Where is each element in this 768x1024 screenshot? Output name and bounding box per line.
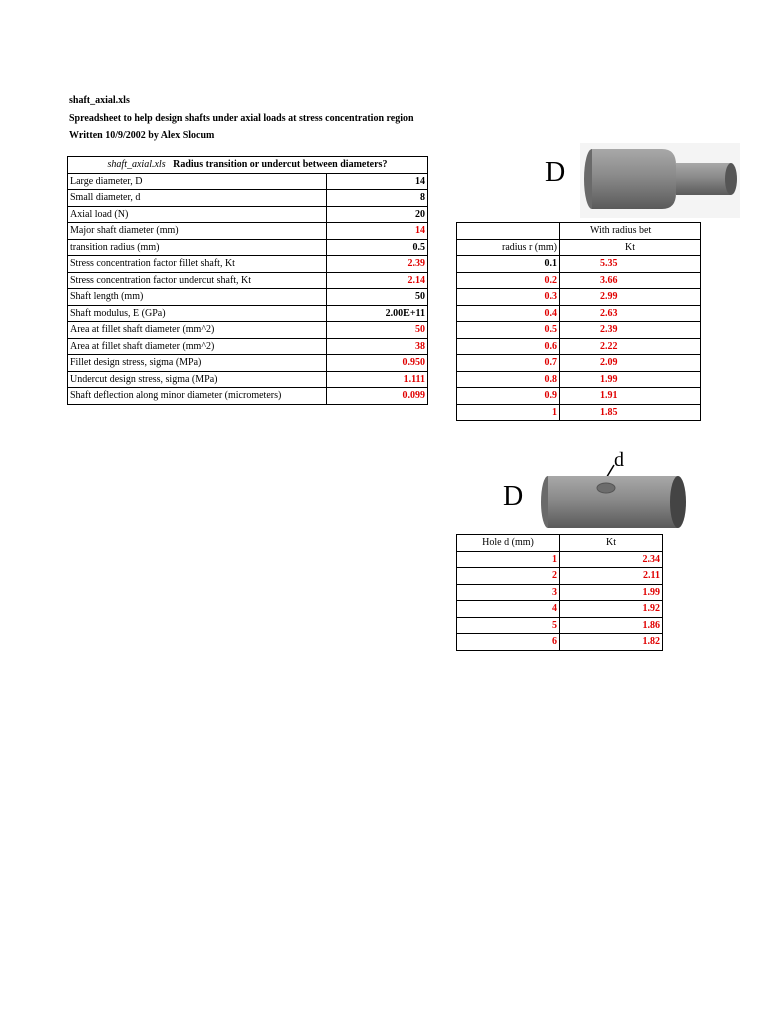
table-row: [457, 617, 663, 634]
kt-value[interactable]: 2.39: [560, 322, 701, 339]
figure2-label-D: D: [503, 481, 524, 512]
radius-col-header[interactable]: radius r (mm): [457, 239, 560, 256]
table-row: [457, 551, 663, 568]
parameter-value[interactable]: 20: [327, 206, 428, 223]
kt-value[interactable]: 2.09: [560, 355, 701, 372]
parameter-value[interactable]: 2.00E+11: [327, 305, 428, 322]
table-title-question: Radius transition or undercut between diameters?: [173, 159, 388, 171]
kt-value[interactable]: 2.22: [560, 338, 701, 355]
table-row: [457, 371, 701, 388]
table-row: [68, 338, 428, 355]
parameter-value[interactable]: 8: [327, 190, 428, 207]
parameter-value[interactable]: 2.14: [327, 272, 428, 289]
radius-kt-table: [456, 222, 701, 421]
kt-value[interactable]: 2.63: [560, 305, 701, 322]
header-filename: shaft_axial.xls: [69, 95, 130, 106]
table-row: [68, 289, 428, 306]
table-row: [457, 322, 701, 339]
hole-kt-col-header[interactable]: Kt: [560, 535, 663, 552]
radius-value[interactable]: 0.7: [457, 355, 560, 372]
radius-value[interactable]: 0.2: [457, 272, 560, 289]
parameter-label[interactable]: Small diameter, d: [68, 190, 327, 207]
parameter-label[interactable]: Axial load (N): [68, 206, 327, 223]
parameter-label[interactable]: transition radius (mm): [68, 239, 327, 256]
radius-value[interactable]: 0.1: [457, 256, 560, 273]
parameter-label[interactable]: Shaft deflection along minor diameter (micrometers): [68, 388, 327, 405]
parameter-value[interactable]: 14: [327, 173, 428, 190]
table-row: [457, 338, 701, 355]
table-row: [68, 322, 428, 339]
table-row: [68, 272, 428, 289]
parameter-label[interactable]: Large diameter, D: [68, 173, 327, 190]
shaft-with-hole-illustration: [538, 448, 688, 530]
table-row: [68, 355, 428, 372]
parameter-label[interactable]: Undercut design stress, sigma (MPa): [68, 371, 327, 388]
parameter-label[interactable]: Area at fillet shaft diameter (mm^2): [68, 338, 327, 355]
parameter-value[interactable]: 0.5: [327, 239, 428, 256]
kt-value[interactable]: 2.99: [560, 289, 701, 306]
kt-value[interactable]: 1.99: [560, 371, 701, 388]
table-row: [457, 289, 701, 306]
parameter-value[interactable]: 38: [327, 338, 428, 355]
table-row: [457, 272, 701, 289]
hole-kt-table: [456, 534, 663, 651]
table-row: [68, 190, 428, 207]
hole-col-header[interactable]: Hole d (mm): [457, 535, 560, 552]
table-cell[interactable]: [457, 223, 560, 240]
radius-table-top-header-row: [457, 223, 701, 240]
table-row: [457, 388, 701, 405]
hole-kt-value[interactable]: 2.11: [560, 568, 663, 585]
table-row: [457, 634, 663, 651]
table-row: [457, 256, 701, 273]
parameter-label[interactable]: Major shaft diameter (mm): [68, 223, 327, 240]
kt-value[interactable]: 1.85: [560, 404, 701, 421]
table-row: [68, 256, 428, 273]
header-author: Written 10/9/2002 by Alex Slocum: [69, 130, 215, 141]
hole-diameter-value[interactable]: 3: [457, 584, 560, 601]
kt-col-header[interactable]: Kt: [560, 239, 701, 256]
table-title-cell[interactable]: [68, 157, 428, 174]
radius-value[interactable]: 0.9: [457, 388, 560, 405]
table-row: [457, 584, 663, 601]
kt-value[interactable]: 3.66: [560, 272, 701, 289]
parameter-label[interactable]: Stress concentration factor fillet shaft, Kt: [68, 256, 327, 273]
parameter-label[interactable]: Stress concentration factor undercut shaft, Kt: [68, 272, 327, 289]
hole-diameter-value[interactable]: 5: [457, 617, 560, 634]
parameter-value[interactable]: 50: [327, 322, 428, 339]
parameter-value[interactable]: 50: [327, 289, 428, 306]
figure2-label-d: d: [614, 449, 624, 471]
hole-diameter-value[interactable]: 1: [457, 551, 560, 568]
table-row: [68, 388, 428, 405]
table-row: [457, 404, 701, 421]
shaft-parameters-table: [67, 156, 428, 405]
kt-value[interactable]: 5.35: [560, 256, 701, 273]
table-row: [68, 206, 428, 223]
table-row: [457, 568, 663, 585]
table-row: [68, 239, 428, 256]
hole-diameter-value[interactable]: 4: [457, 601, 560, 618]
radius-value[interactable]: 0.8: [457, 371, 560, 388]
radius-value[interactable]: 0.6: [457, 338, 560, 355]
parameter-value[interactable]: 14: [327, 223, 428, 240]
table-row: [457, 355, 701, 372]
table-row: [68, 173, 428, 190]
radius-value[interactable]: 0.4: [457, 305, 560, 322]
table-title-file: shaft_axial.xls: [107, 159, 166, 171]
parameter-label[interactable]: Fillet design stress, sigma (MPa): [68, 355, 327, 372]
table-row: [68, 305, 428, 322]
parameter-value[interactable]: 0.950: [327, 355, 428, 372]
table-row: [457, 305, 701, 322]
radius-value[interactable]: 0.3: [457, 289, 560, 306]
figure1-label-D: D: [545, 157, 566, 188]
header-description: Spreadsheet to help design shafts under axial loads at stress concentration region: [69, 112, 414, 124]
table-row: [457, 601, 663, 618]
table-title-row: [68, 157, 428, 174]
radius-table-top-header[interactable]: With radius bet: [560, 223, 701, 240]
hole-table-header-row: [457, 535, 663, 552]
table-row: [68, 371, 428, 388]
parameter-value[interactable]: 2.39: [327, 256, 428, 273]
stepped-shaft-illustration: [580, 143, 740, 218]
hole-kt-value[interactable]: 1.86: [560, 617, 663, 634]
parameter-label[interactable]: Shaft length (mm): [68, 289, 327, 306]
kt-value[interactable]: 1.91: [560, 388, 701, 405]
hole-kt-value[interactable]: 2.34: [560, 551, 663, 568]
parameter-value[interactable]: 0.099: [327, 388, 428, 405]
radius-value[interactable]: 1: [457, 404, 560, 421]
document-header: [69, 92, 414, 145]
table-row: [68, 223, 428, 240]
hole-diameter-value[interactable]: 2: [457, 568, 560, 585]
hole-kt-value[interactable]: 1.92: [560, 601, 663, 618]
parameter-label[interactable]: Area at fillet shaft diameter (mm^2): [68, 322, 327, 339]
parameter-label[interactable]: Shaft modulus, E (GPa): [68, 305, 327, 322]
radius-table-header-row: [457, 239, 701, 256]
radius-value[interactable]: 0.5: [457, 322, 560, 339]
hole-diameter-value[interactable]: 6: [457, 634, 560, 651]
hole-kt-value[interactable]: 1.99: [560, 584, 663, 601]
parameter-value[interactable]: 1.111: [327, 371, 428, 388]
hole-kt-value[interactable]: 1.82: [560, 634, 663, 651]
